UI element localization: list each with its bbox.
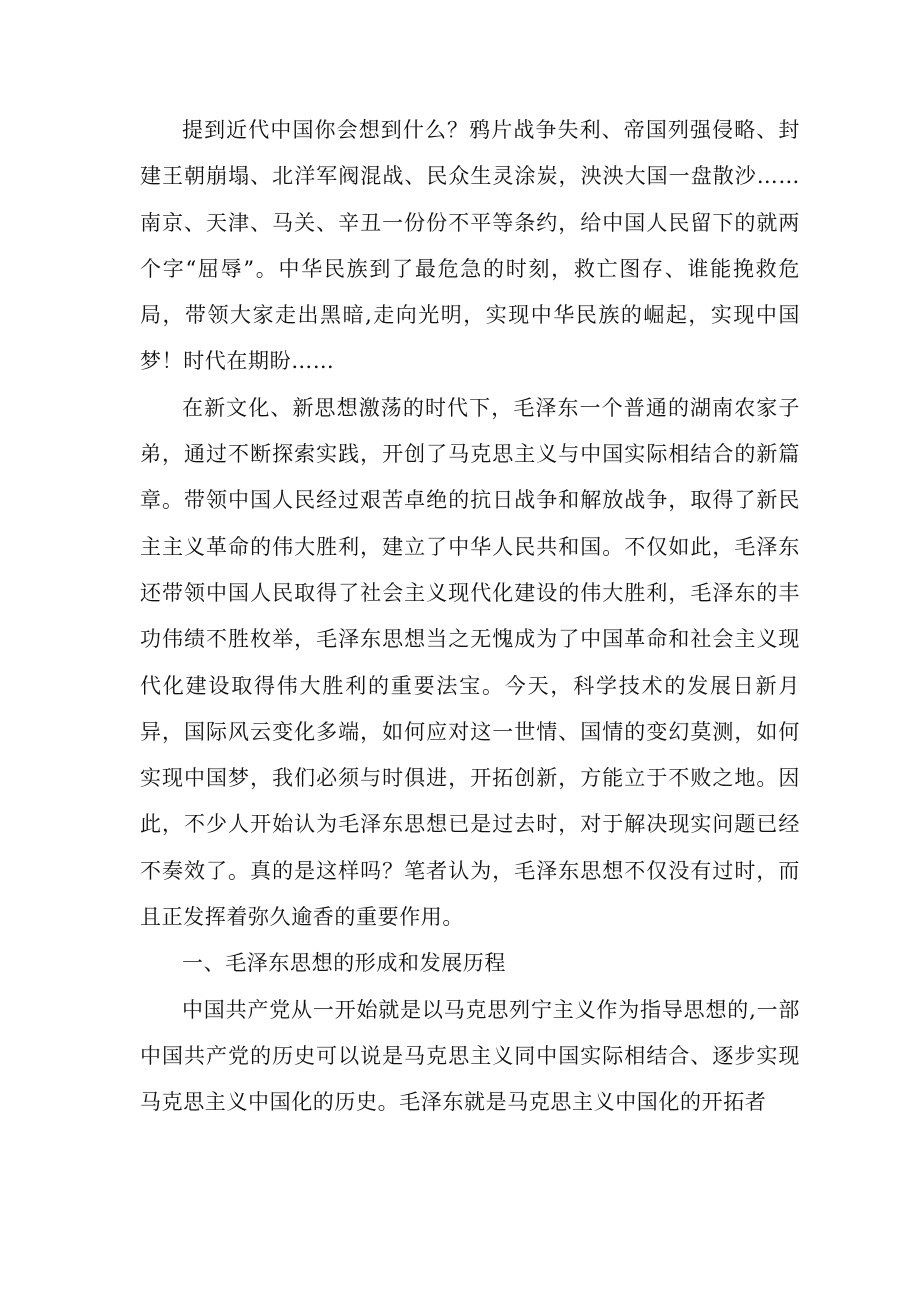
paragraph-intro: 提到近代中国你会想到什么？鸦片战争失利、帝国列强侵略、封建王朝崩塌、北洋军阀混战、民众生灵涂炭，泱泱大国一盘散沙……南京、天津、马关、辛丑一份份不平等条约，给中国人民留下的就两个字“屈辱”。中华民族到了最危急的时刻，救亡图存、谁能挽救危局，带领大家走出黑暗,走向光明，实现中华民族的崛起，实现中国梦！时代在期盼…… xyxy=(140,118,800,374)
paragraph-after-heading: 中国共产党从一开始就是以马克思列宁主义作为指导思想的,一部中国共产党的历史可以说是马克思主义同中国实际相结合、逐步实现马克思主义中国化的历史。毛泽东就是马克思主义中国化的开拓者 xyxy=(140,997,800,1115)
section-heading: 一、毛泽东思想的形成和发展历程 xyxy=(182,951,506,976)
document-body xyxy=(140,107,800,1126)
paragraph-new-culture: 在新文化、新思想激荡的时代下，毛泽东一个普通的湖南农家子弟，通过不断探索实践，开创了马克思主义与中国实际相结合的新篇章。带领中国人民经过艰苦卓绝的抗日战争和解放战争，取得了新民主主义革命的伟大胜利，建立了中华人民共和国。不仅如此，毛泽东还带领中国人民取得了社会主义现代化建设的伟大胜利，毛泽东的丰功伟绩不胜枚举，毛泽东思想当之无愧成为了中国革命和社会主义现代化建设取得伟大胜利的重要法宝。今天，科学技术的发展日新月异，国际风云变化多端，如何应对这一世情、国情的变幻莫测，如何实现中国梦，我们必须与时俱进，开拓创新，方能立于不败之地。因此，不少人开始认为毛泽东思想已是过去时，对于解决现实问题已经不奏效了。真的是这样吗？笔者认为，毛泽东思想不仅没有过时，而且正发挥着弥久逾香的重要作用。 xyxy=(140,395,800,930)
